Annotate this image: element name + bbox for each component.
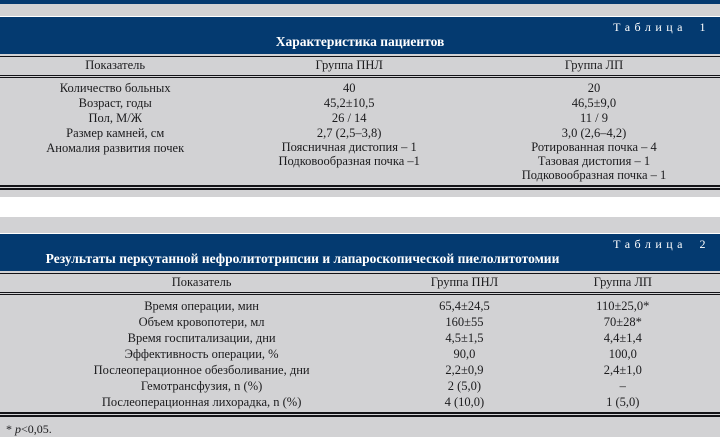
- row-label: Размер камней, см: [66, 126, 165, 141]
- column-header-pokazatel: Показатель: [0, 57, 230, 76]
- row-label: Эффективность операции, %: [124, 346, 279, 361]
- row-label: Послеоперационное обезболивание, дни: [93, 362, 310, 377]
- table-row: [0, 330, 720, 346]
- footnote-p-symbol: p: [15, 422, 21, 437]
- column-header-lp: Группа ЛП: [526, 274, 720, 293]
- cell-lp: 2,4±1,0: [603, 362, 642, 377]
- cell-lp: 46,5±9,0: [571, 95, 617, 110]
- table2-panel: [0, 217, 720, 437]
- row-label: Возраст, годы: [78, 95, 152, 110]
- cell-pnl: 2,2±0,9: [445, 362, 484, 377]
- table-row: [0, 314, 720, 330]
- table-row: [0, 76, 720, 96]
- table-row: [0, 378, 720, 394]
- footnote-value: <0,05.: [21, 422, 52, 437]
- table2-number-tag: Таблица 2: [613, 237, 710, 251]
- cell-pnl: 2,7 (2,5–3,8): [316, 126, 382, 141]
- row-label: Количество больных: [59, 80, 171, 95]
- table2-rules: [0, 273, 720, 417]
- cell-lp: 110±25,0*: [596, 298, 650, 313]
- panel-gap: [0, 197, 720, 217]
- cell-pnl: 2 (5,0): [447, 378, 482, 393]
- row-label: Пол, М/Ж: [88, 110, 142, 125]
- cell-lp: 11 / 9: [579, 110, 608, 125]
- row-label: Аномалия развития почек: [46, 141, 185, 156]
- cell-line: Тазовая дистопия – 1: [537, 154, 651, 169]
- cell-pnl: 45,2±10,5: [323, 95, 375, 110]
- table-row: [0, 362, 720, 378]
- table-row: [0, 346, 720, 362]
- table1: [0, 57, 720, 190]
- table-row: [0, 141, 720, 187]
- table-row: [0, 126, 720, 141]
- cell-pnl: 26 / 14: [331, 110, 367, 125]
- table1-number-tag: Таблица 1: [613, 20, 710, 34]
- row-label: Гемотрансфузия, n (%): [140, 378, 263, 393]
- column-header-pnl: Группа ПНЛ: [403, 274, 525, 293]
- table1-header-band: [0, 16, 720, 54]
- cell-lp: 70±28*: [603, 314, 642, 329]
- row-label: Время операции, мин: [144, 298, 260, 313]
- table-row: [0, 96, 720, 111]
- column-header-pokazatel: Показатель: [0, 274, 403, 293]
- cell-lp: 100,0: [608, 346, 637, 361]
- table2-title: Результаты перкутанной нефролитотрипсии и лапароскопической пиелолитотомии: [45, 251, 560, 266]
- cell-pnl: 4 (10,0): [444, 395, 485, 410]
- table2: [0, 274, 720, 417]
- cell-pnl: 40: [342, 80, 356, 95]
- table2-header-row: [0, 274, 720, 293]
- cell-line: Поясничная дистопия – 1: [281, 140, 417, 155]
- table-row: [0, 293, 720, 314]
- table1-rules: [0, 56, 720, 190]
- table2-footnote: [0, 417, 720, 437]
- column-header-pnl: Группа ПНЛ: [230, 57, 468, 76]
- column-header-lp: Группа ЛП: [468, 57, 720, 76]
- row-label: Объем кровопотери, мл: [138, 314, 265, 329]
- table-row: [0, 394, 720, 415]
- cell-lp: 3,0 (2,6–4,2): [561, 126, 627, 141]
- cell-pnl: [230, 141, 468, 187]
- cell-lp: [468, 141, 720, 187]
- footnote-star: *: [6, 422, 15, 437]
- cell-pnl: 90,0: [453, 346, 476, 361]
- row-label: Время госпитализации, дни: [127, 330, 276, 345]
- cell-line: Подковообразная почка – 1: [521, 168, 667, 183]
- cell-line: Подковообразная почка –1: [278, 154, 420, 169]
- cell-pnl: 65,4±24,5: [439, 298, 490, 313]
- cell-lp: 20: [587, 80, 601, 95]
- table2-header-band: [0, 233, 720, 271]
- cell-lp: 1 (5,0): [606, 395, 640, 410]
- table1-header-row: [0, 57, 720, 76]
- table1-panel: [0, 4, 720, 197]
- cell-line: Ротированная почка – 4: [531, 140, 657, 155]
- row-label: Послеоперационная лихорадка, n (%): [101, 395, 302, 410]
- table-row: [0, 111, 720, 126]
- cell-pnl: 4,5±1,5: [445, 330, 484, 345]
- cell-lp: 4,4±1,4: [603, 330, 642, 345]
- cell-lp: –: [619, 378, 626, 393]
- table1-title: Характеристика пациентов: [275, 34, 445, 49]
- cell-pnl: 160±55: [445, 314, 484, 329]
